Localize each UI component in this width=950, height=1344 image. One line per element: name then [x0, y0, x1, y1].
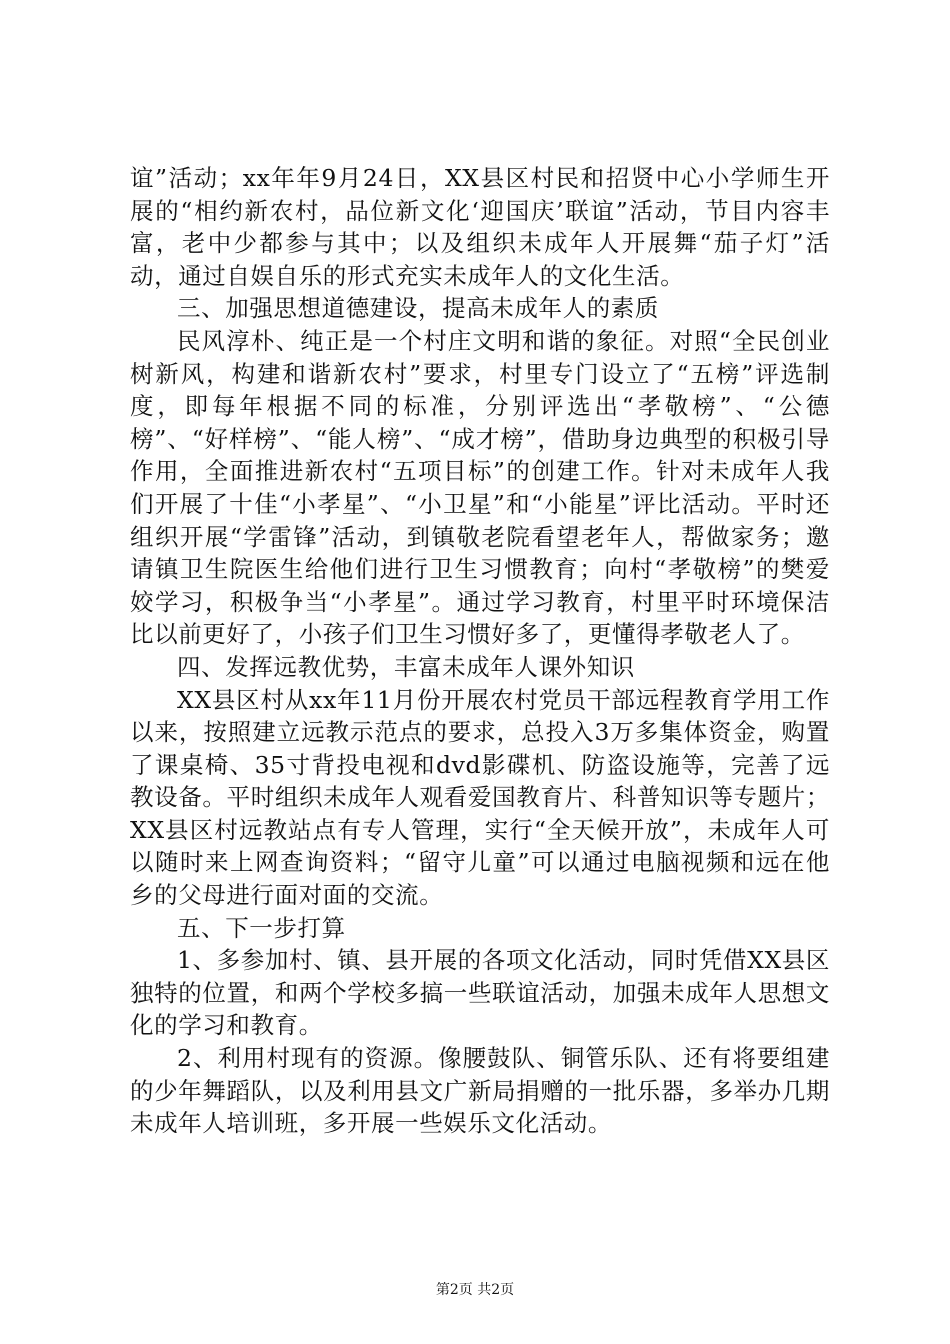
section-heading-3: 三、加强思想道德建设，提高未成年人的素质	[177, 294, 659, 323]
document-body	[130, 162, 830, 1140]
section-heading-4: 四、发挥远教优势，丰富未成年人课外知识	[177, 652, 635, 681]
section-heading-5: 五、下一步打算	[177, 913, 346, 942]
paragraph-1: 谊”活动；xx年年9月24日，XX县区村民和招贤中心小学师生开展的“相约新农村，品位新文化‘迎国庆’联谊”活动，节目内容丰富，老中少都参与其中；以及组织未成年人开展舞“茄子灯”活动，通过自娱自乐的形式充实未成年人的文化生活。	[130, 164, 830, 290]
page-footer	[0, 1281, 950, 1299]
paragraph-3: XX县区村从xx年11月份开展农村党员干部远程教育学用工作以来，按照建立远教示范点的要求，总投入3万多集体资金，购置了课桌椅、35寸背投电视和dvd影碟机、防盗设施等，完善了远教设备。平时组织未成年人观看爱国教育片、科普知识等专题片；XX县区村远教站点有专人管理，实行“全天候开放”，未成年人可以随时来上网查询资料；“留守儿童”可以通过电脑视频和远在他乡的父母进行面对面的交流。	[130, 685, 830, 910]
list-item-1: 1、多参加村、镇、县开展的各项文化活动，同时凭借XX县区独特的位置，和两个学校多搞一些联谊活动，加强未成年人思想文化的学习和教育。	[130, 946, 830, 1040]
paragraph-2: 民风淳朴、纯正是一个村庄文明和谐的象征。对照“全民创业树新风，构建和谐新农村”要求，村里专门设立了“五榜”评选制度，即每年根据不同的标准，分别评选出“孝敬榜”、“公德榜”、“好样榜”、“能人榜”、“成才榜”，借助身边典型的积极引导作用，全面推进新农村“五项目标”的创建工作。针对未成年人我们开展了十佳“小孝星”、“小卫星”和“小能星”评比活动。平时还组织开展“学雷锋”活动，到镇敬老院看望老年人，帮做家务；邀请镇卫生院医生给他们进行卫生习惯教育；向村“孝敬榜”的樊爱姣学习，积极争当“小孝星”。通过学习教育，村里平时环境保洁比以前更好了，小孩子们卫生习惯好多了，更懂得孝敬老人了。	[130, 326, 830, 649]
list-item-2: 2、利用村现有的资源。像腰鼓队、铜管乐队、还有将要组建的少年舞蹈队，以及利用县文广新局捐赠的一批乐器，多举办几期未成年人培训班，多开展一些娱乐文化活动。	[130, 1044, 830, 1138]
page-number-label: 第2页 共2页	[435, 1282, 515, 1298]
